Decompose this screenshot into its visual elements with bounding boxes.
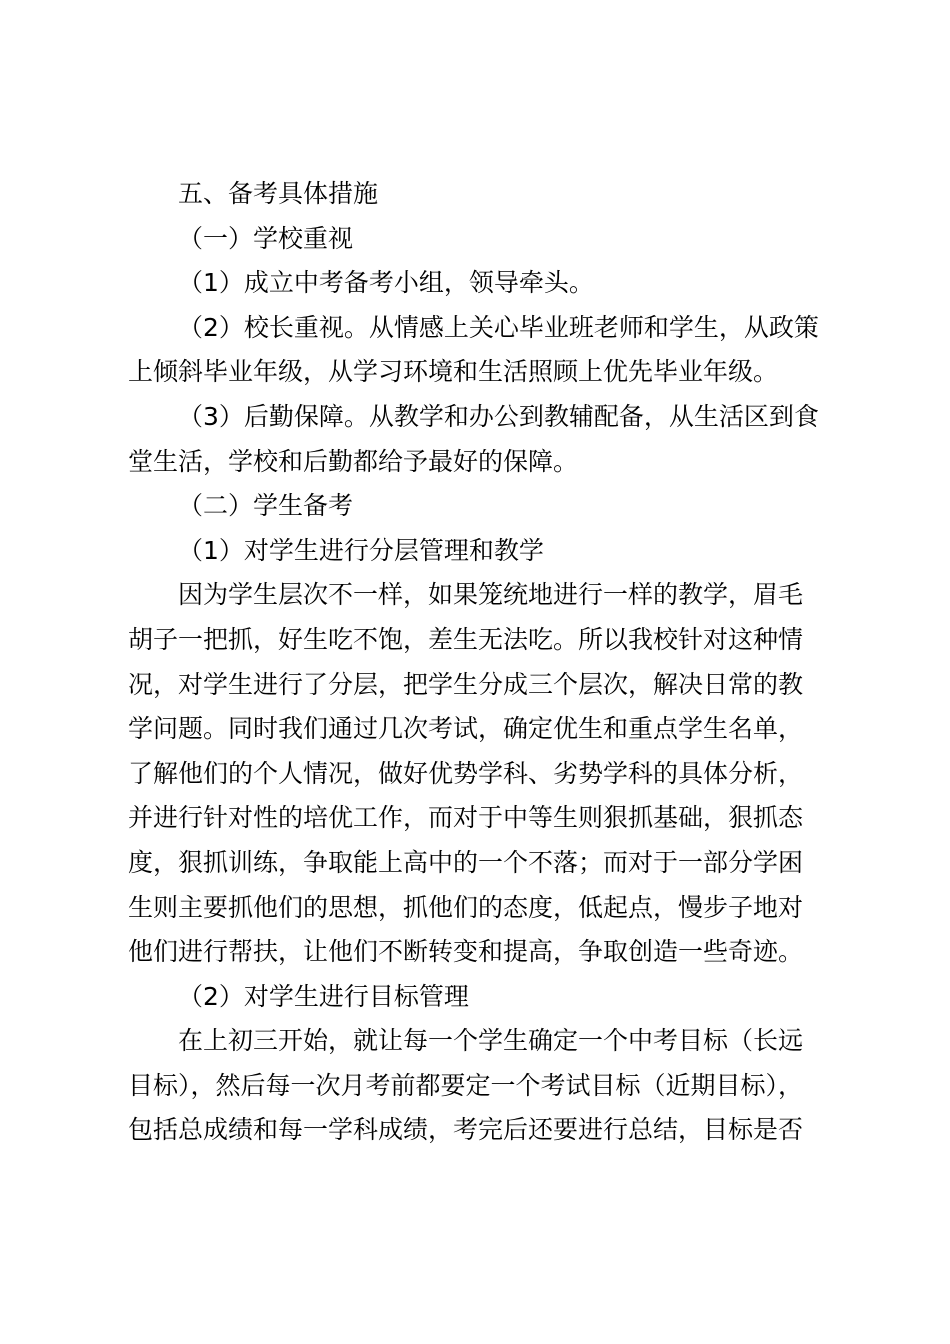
paragraph-line: 生则主要抓他们的思想，抓他们的态度，低起点，慢步子地对	[128, 892, 804, 922]
list-item: （2）对学生进行目标管理	[178, 981, 469, 1011]
paragraph-line: 并进行针对性的培优工作，而对于中等生则狠抓基础，狠抓态	[128, 803, 804, 833]
paragraph-line: 在上初三开始，就让每一个学生确定一个中考目标（长远	[178, 1026, 804, 1056]
paragraph-line: 了解他们的个人情况，做好优势学科、劣势学科的具体分析，	[128, 758, 804, 788]
paragraph-line: （3）后勤保障。从教学和办公到教辅配备，从生活区到食	[178, 401, 819, 431]
paragraph-line: 包括总成绩和每一学科成绩，考完后还要进行总结，目标是否	[128, 1115, 804, 1145]
subsection-heading: （一）学校重视	[178, 223, 354, 253]
paragraph-line: 况，对学生进行了分层，把学生分成三个层次，解决日常的教	[128, 669, 804, 699]
paragraph-line: 堂生活，学校和后勤都给予最好的保障。	[128, 446, 579, 476]
paragraph-line: 胡子一把抓，好生吃不饱，差生无法吃。所以我校针对这种情	[128, 624, 804, 654]
paragraph-line: 度，狠抓训练，争取能上高中的一个不落；而对于一部分学困	[128, 847, 804, 877]
list-item: （1）成立中考备考小组，领导牵头。	[178, 268, 594, 298]
paragraph-line: 因为学生层次不一样，如果笼统地进行一样的教学，眉毛	[178, 580, 804, 610]
paragraph-line: 上倾斜毕业年级，从学习环境和生活照顾上优先毕业年级。	[128, 357, 779, 387]
paragraph-line: 他们进行帮扶，让他们不断转变和提高，争取创造一些奇迹。	[128, 937, 804, 967]
list-item: （1）对学生进行分层管理和教学	[178, 535, 544, 565]
paragraph-line: 目标），然后每一次月考前都要定一个考试目标（近期目标），	[128, 1070, 804, 1100]
document-body	[128, 172, 850, 1153]
paragraph-line: （2）校长重视。从情感上关心毕业班老师和学生，从政策	[178, 312, 819, 342]
paragraph-line: 学问题。同时我们通过几次考试，确定优生和重点学生名单，	[128, 714, 804, 744]
subsection-heading: （二）学生备考	[178, 491, 354, 521]
section-heading: 五、备考具体措施	[178, 179, 379, 208]
